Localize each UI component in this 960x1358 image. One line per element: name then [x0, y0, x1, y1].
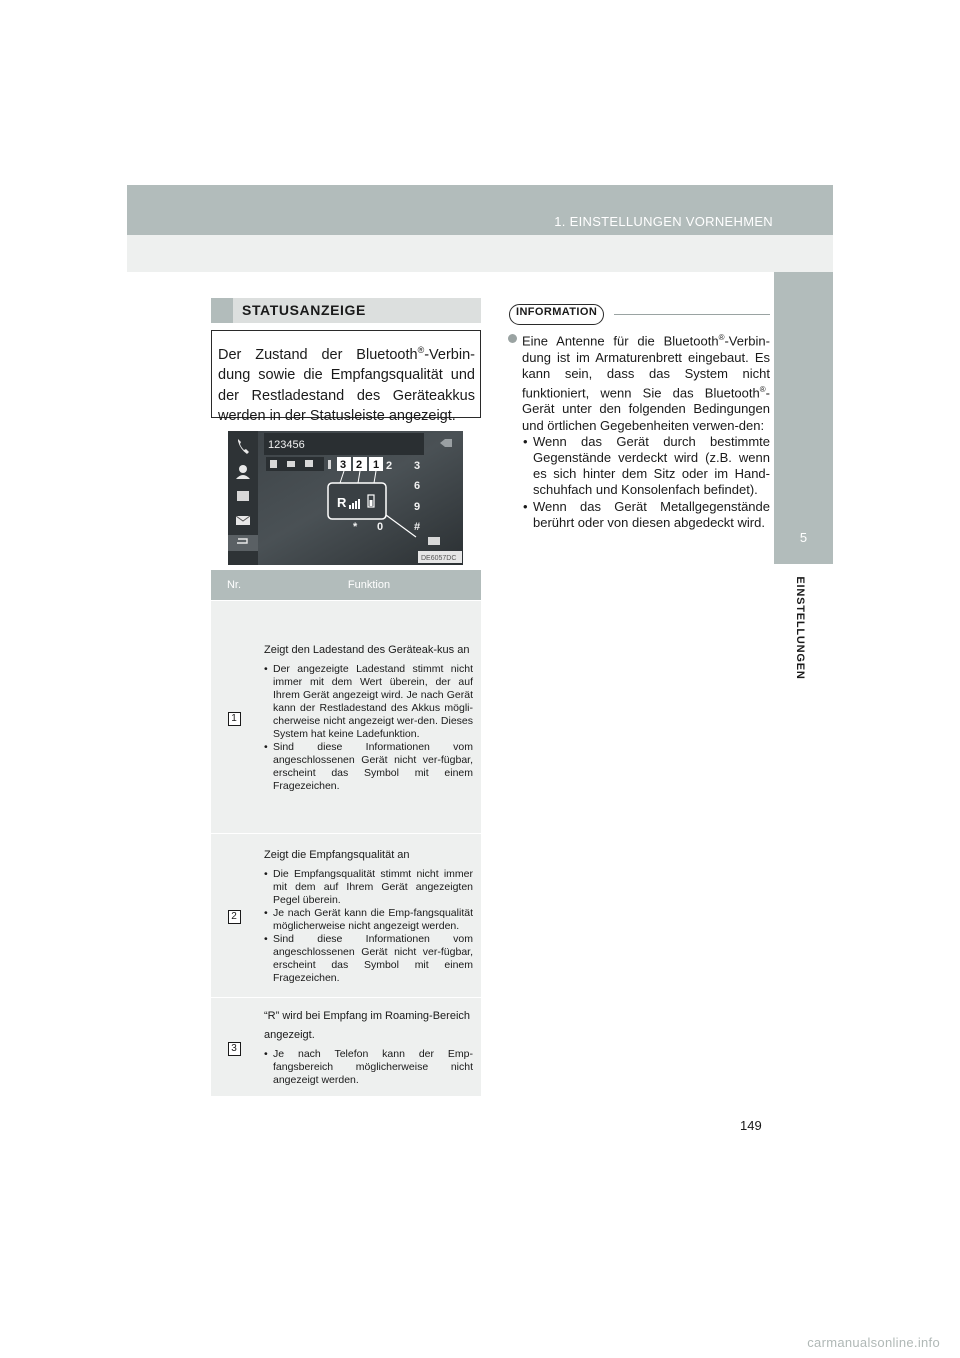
- key-star: *: [353, 521, 358, 533]
- row-bullets: [264, 1048, 473, 1087]
- image-code: DE6057DC: [421, 555, 457, 562]
- registered-mark: ®: [718, 333, 725, 342]
- row-number: 3: [228, 1042, 241, 1056]
- row-lead: Zeigt die Empfangsqualität an: [264, 848, 410, 861]
- row-lead: Zeigt den Ladestand des Geräteak-kus an: [264, 643, 470, 656]
- info-text-1: Eine Antenne für die Bluetooth: [522, 333, 719, 349]
- section-heading: [211, 298, 481, 323]
- row-bullets: [264, 868, 473, 985]
- intro-text-start: Der Zustand der Bluetooth: [218, 346, 418, 363]
- mail-icon: [236, 516, 250, 525]
- information-body: [508, 330, 770, 531]
- messages-list-icon: [237, 491, 249, 501]
- row-number: 2: [228, 910, 241, 924]
- list-item: • Der angezeigte Ladestand stimmt nicht immer mit dem Wert überein, der auf Ihrem Gerät angezeigt wird. Je nach Gerät kann der Restladestand des Akkus mögli-cherweise nicht angezeigt wer-den. Dieses System hat keine Ladefunktion.: [264, 663, 473, 741]
- side-tab-number: 5: [799, 530, 808, 545]
- key-3: 3: [414, 460, 421, 472]
- row-number-cell: [211, 997, 257, 1096]
- key-0: 0: [377, 521, 384, 533]
- table-header-row: [211, 570, 481, 600]
- list-item: • Wenn das Gerät durch bestimmte Gegenstände verdeckt wird (z.B. wenn es sich hinter dem Sitz oder im Hand-schuhfach und Konsolenfach befindet).: [523, 433, 770, 498]
- header-nr: Nr.: [211, 570, 257, 600]
- row-lead: “R” wird bei Empfang im Roaming-Bereich angezeigt.: [264, 1009, 471, 1041]
- list-item: • Je nach Telefon kann der Emp-fangsbereich möglicherweise nicht angezeigt werden.: [264, 1048, 473, 1087]
- info-text-2: -Verbin-dung ist im Armaturenbrett eingebaut. Es kann sein, dass das System nicht funktioniert, wenn Sie das Bluetooth: [522, 333, 770, 401]
- side-tab-label: EINSTELLUNGEN: [794, 576, 806, 680]
- key-2: 2: [386, 460, 393, 472]
- bullet-dot-icon: [508, 334, 517, 343]
- table-row: [211, 833, 481, 997]
- dialed-number: 123456: [268, 439, 305, 451]
- callout-2: 2: [356, 459, 363, 471]
- page-number: 149: [740, 1118, 762, 1133]
- table-row: [211, 997, 481, 1096]
- function-table: [211, 570, 481, 1096]
- row-number: 1: [228, 712, 241, 726]
- information-label: INFORMATION: [509, 304, 604, 325]
- list-item: • Sind diese Informationen vom angeschlossenen Gerät nicht ver-fügbar, erscheint das Symbol mit einem Fragezeichen.: [264, 933, 473, 985]
- callout-3: 3: [340, 459, 347, 471]
- row-bullets: [264, 663, 473, 793]
- callout-1: 1: [373, 459, 380, 471]
- footer-watermark: carmanualsonline.info: [807, 1335, 940, 1350]
- side-tab: [774, 272, 833, 564]
- svg-text:R: R: [337, 495, 347, 510]
- intro-box: [211, 330, 481, 425]
- row-number-cell: [211, 833, 257, 997]
- information-bullet: [508, 330, 770, 434]
- phone-screen-illustration: [228, 431, 463, 565]
- list-item: • Wenn das Gerät Metallgegenstände berührt oder von diesen abgedeckt wird.: [523, 498, 770, 530]
- information-rule: [614, 314, 770, 315]
- list-item: • Sind diese Informationen vom angeschlossenen Gerät nicht ver-fügbar, erscheint das Symbol mit einem Fragezeichen.: [264, 741, 473, 793]
- list-item: • Je nach Gerät kann die Emp-fangsqualität möglicherweise nicht angezeigt werden.: [264, 907, 473, 933]
- key-hash: #: [414, 521, 421, 533]
- chapter-title: 1. EINSTELLUNGEN VORNEHMEN: [554, 214, 773, 229]
- row-description: [257, 997, 481, 1096]
- info-sub-text: Wenn das Gerät Metallgegenstände berührt oder von diesen abgedeckt wird.: [533, 498, 770, 530]
- row-number-cell: [211, 600, 257, 833]
- registered-mark: ®: [417, 345, 425, 355]
- list-item: • Die Empfangsqualität stimmt nicht immer mit dem auf Ihrem Gerät angezeigten Pegel überein.: [264, 868, 473, 907]
- section-title: STATUSANZEIGE: [242, 302, 366, 318]
- table-row: [211, 600, 481, 833]
- header-funktion: Funktion: [257, 570, 481, 600]
- header-subband: [127, 235, 833, 272]
- key-9: 9: [414, 501, 421, 513]
- key-6: 6: [414, 480, 421, 492]
- side-tab-label-wrap: [790, 577, 810, 687]
- row-description: [257, 833, 481, 997]
- info-sub-text: Wenn das Gerät durch bestimmte Gegenstände verdeckt wird (z.B. wenn es sich hinter dem Sitz oder im Hand-schuhfach und Konsolenfach befindet).: [533, 433, 770, 498]
- registered-mark: ®: [759, 384, 766, 394]
- section-heading-marker: [211, 298, 233, 323]
- info-text-3: -Gerät unter den folgenden Bedingungen und örtlichen Gegebenheiten verwen-den:: [522, 385, 770, 433]
- intro-text-end: -Verbin-dung sowie die Empfangsqualität und der Restladestand des Geräteakkus werden in der Statusleiste angezeigt.: [218, 346, 475, 425]
- row-description: [257, 600, 481, 833]
